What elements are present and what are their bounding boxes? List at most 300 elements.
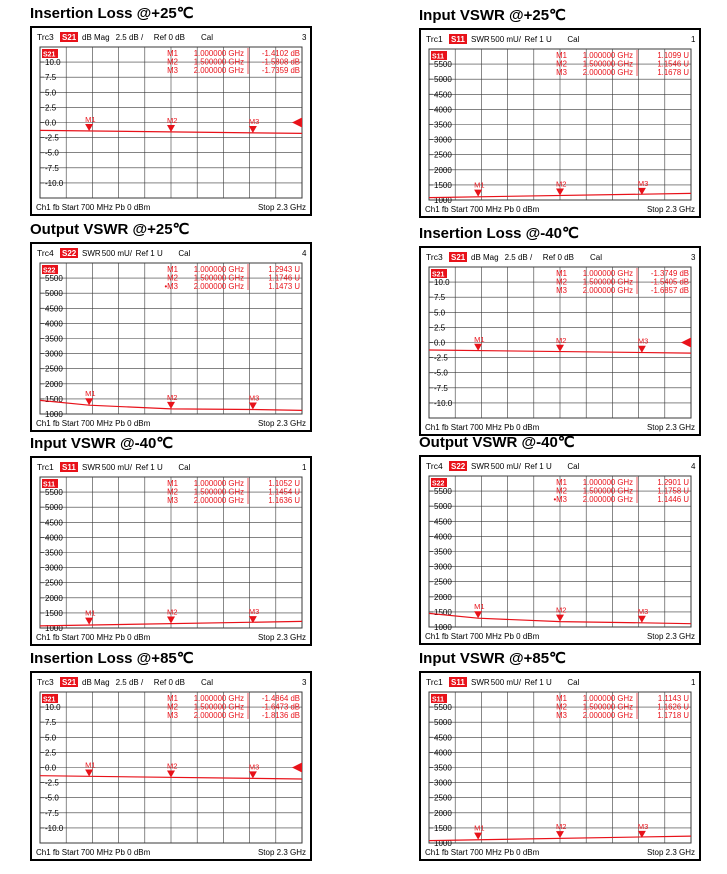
cal-label: Cal — [201, 33, 214, 42]
y-tick-label: 7.5 — [434, 293, 446, 303]
analyzer-screen-1 — [30, 26, 312, 216]
y-tick-label: 5000 — [45, 289, 63, 299]
format-label: dB Mag — [82, 678, 110, 687]
y-tick-label: 5.0 — [45, 733, 57, 743]
marker-label: M1 — [474, 602, 485, 612]
marker-readout-id: M2 — [556, 59, 567, 69]
y-tick-label: 4000 — [434, 532, 452, 542]
y-tick-label: 1500 — [434, 823, 452, 833]
marker-readout-value: 1.1746 U — [268, 273, 300, 283]
y-tick-label: 5500 — [434, 60, 452, 70]
ref-label: Ref 1 U — [524, 35, 552, 44]
footer-start: Ch1 fb Start 700 MHz Pb 0 dBm — [36, 203, 151, 212]
marker-readout-id: M1 — [167, 479, 178, 488]
marker-readout-id: M2 — [167, 702, 178, 712]
marker-readout-id: M1 — [556, 478, 567, 487]
trace-label: Trc4 — [37, 248, 54, 258]
channel-number: 1 — [691, 678, 696, 687]
y-tick-label: 2500 — [434, 577, 452, 587]
footer-start: Ch1 fb Start 700 MHz Pb 0 dBm — [425, 423, 540, 432]
marker-label: M2 — [556, 822, 567, 832]
y-tick-label: 1000 — [45, 410, 63, 419]
scale-label: 2.5 dB / — [115, 678, 144, 687]
channel-number: 1 — [302, 463, 307, 472]
marker-readout-id: M3 — [556, 68, 567, 77]
chart-svg — [421, 457, 699, 643]
marker-readout-value: -1.4864 dB — [261, 694, 300, 703]
footer-start: Ch1 fb Start 700 MHz Pb 0 dBm — [425, 632, 540, 641]
footer-stop: Stop 2.3 GHz — [257, 633, 306, 642]
marker-readout-value: 1.1678 U — [657, 68, 689, 77]
trace-tag-label: S22 — [43, 267, 56, 275]
y-tick-label: 1500 — [45, 394, 63, 404]
y-tick-label: 4500 — [434, 733, 452, 743]
marker-readout-value: -1.7359 dB — [261, 66, 300, 75]
footer-stop: Stop 2.3 GHz — [257, 419, 306, 428]
footer-stop: Stop 2.3 GHz — [257, 848, 306, 857]
y-tick-label: 5500 — [45, 274, 63, 284]
footer-stop: Stop 2.3 GHz — [646, 205, 695, 214]
y-tick-label: -10.0 — [434, 398, 453, 408]
param-label: S21 — [62, 33, 77, 42]
y-tick-label: 2000 — [45, 379, 63, 389]
marker-readout-value: 1.1758 U — [657, 486, 689, 496]
y-tick-label: 10.0 — [45, 58, 61, 68]
y-tick-label: 3500 — [434, 763, 452, 773]
marker-readout-freq: 1.000000 GHz — [582, 694, 633, 703]
y-tick-label: -10.0 — [45, 178, 64, 188]
y-tick-label: -7.5 — [45, 163, 59, 173]
y-tick-label: 2.5 — [45, 103, 57, 113]
y-tick-label: -2.5 — [45, 133, 59, 143]
marker-readout-value: 1.1626 U — [657, 702, 689, 712]
chart-svg — [32, 244, 310, 430]
analyzer-screen-8 — [419, 671, 701, 861]
analyzer-screen-5 — [30, 456, 312, 646]
marker-readout-freq: 1.000000 GHz — [193, 265, 244, 274]
marker-triangle — [556, 615, 564, 622]
marker-label: M2 — [167, 392, 178, 402]
marker-readout-id: M3 — [167, 496, 178, 505]
panel-heading-7: Insertion Loss @+85℃ — [30, 650, 194, 667]
marker-readout-id: M2 — [556, 486, 567, 496]
marker-readout-value: 1.1636 U — [268, 496, 300, 505]
ref-label: Ref 1 U — [135, 463, 163, 472]
y-tick-label: 2000 — [434, 808, 452, 818]
y-tick-label: 4500 — [45, 518, 63, 528]
param-label: S22 — [62, 249, 77, 258]
format-label: SWR — [82, 463, 101, 472]
marker-triangle — [556, 831, 564, 838]
marker-readout-id: M3 — [556, 711, 567, 720]
marker-label: M3 — [248, 393, 260, 403]
y-tick-label: 3500 — [434, 547, 452, 557]
ref-level-arrow — [292, 763, 302, 773]
y-tick-label: 4000 — [434, 105, 452, 115]
y-tick-label: 2.5 — [434, 323, 446, 333]
y-tick-label: -5.0 — [45, 148, 59, 158]
marker-readout-value: 1.1546 U — [657, 59, 689, 69]
y-tick-label: 2500 — [45, 364, 63, 374]
panel-heading-3: Output VSWR @+25℃ — [30, 221, 190, 238]
trace-label: Trc3 — [426, 252, 443, 262]
marker-readout-value: -1.5405 dB — [650, 277, 689, 287]
marker-label: M3 — [248, 607, 260, 617]
panel-heading-4: Insertion Loss @-40℃ — [419, 225, 579, 242]
marker-readout-value: 1.1099 U — [657, 51, 689, 60]
marker-label: M2 — [556, 179, 567, 189]
y-tick-label: 2000 — [434, 592, 452, 602]
marker-readout-freq: 1.500000 GHz — [582, 702, 633, 712]
format-label: SWR — [471, 678, 490, 687]
scale-label: 2.5 dB / — [504, 253, 533, 262]
chart-svg — [32, 28, 310, 214]
marker-readout-freq: 1.500000 GHz — [193, 273, 244, 283]
marker-triangle — [249, 402, 257, 409]
scale-label: 500 mU/ — [101, 249, 133, 258]
panel-heading-1: Insertion Loss @+25℃ — [30, 5, 194, 22]
footer-stop: Stop 2.3 GHz — [646, 848, 695, 857]
marker-readout-freq: 2.000000 GHz — [193, 711, 244, 720]
marker-readout-id: M2 — [556, 277, 567, 287]
marker-readout-value: -1.6857 dB — [650, 286, 689, 295]
marker-readout-value: -1.5808 dB — [261, 57, 300, 67]
marker-readout-freq: 1.500000 GHz — [582, 277, 633, 287]
marker-readout-freq: 1.000000 GHz — [582, 478, 633, 487]
y-tick-label: 5.0 — [45, 88, 57, 98]
marker-readout-freq: 1.000000 GHz — [193, 694, 244, 703]
y-tick-label: -7.5 — [45, 808, 59, 818]
trace-label: Trc1 — [426, 34, 443, 44]
marker-label: M3 — [248, 117, 260, 127]
marker-readout-id: •M3 — [553, 495, 567, 504]
marker-triangle — [249, 771, 257, 778]
scale-label: 500 mU/ — [490, 462, 522, 471]
marker-readout-id: M2 — [167, 273, 178, 283]
marker-readout-value: 1.1454 U — [268, 487, 300, 497]
param-label: S11 — [62, 463, 76, 472]
y-tick-label: 3500 — [434, 120, 452, 130]
marker-readout-freq: 1.500000 GHz — [193, 702, 244, 712]
marker-label: M3 — [637, 821, 649, 831]
footer-start: Ch1 fb Start 700 MHz Pb 0 dBm — [36, 633, 151, 642]
marker-label: M3 — [637, 336, 649, 346]
marker-label: M2 — [556, 335, 567, 345]
marker-label: M1 — [474, 334, 485, 344]
ref-label: Ref 1 U — [524, 678, 552, 687]
marker-label: M2 — [556, 605, 567, 615]
marker-label: M1 — [85, 608, 96, 618]
marker-readout-freq: 1.000000 GHz — [193, 49, 244, 58]
channel-number: 1 — [691, 35, 696, 44]
marker-readout-value: 1.2943 U — [268, 265, 300, 274]
marker-label: M2 — [167, 761, 178, 771]
marker-triangle — [85, 769, 93, 776]
scale-label: 500 mU/ — [490, 35, 522, 44]
y-tick-label: 10.0 — [45, 703, 61, 713]
marker-readout-id: M1 — [167, 694, 178, 703]
y-tick-label: 2.5 — [45, 748, 57, 758]
marker-triangle — [556, 188, 564, 195]
y-tick-label: 3000 — [434, 778, 452, 788]
marker-triangle — [85, 124, 93, 131]
marker-readout-freq: 1.000000 GHz — [582, 269, 633, 278]
cal-label: Cal — [567, 35, 580, 44]
cal-label: Cal — [178, 463, 191, 472]
y-tick-label: 4500 — [45, 304, 63, 314]
y-tick-label: 1500 — [434, 180, 452, 190]
y-tick-label: 7.5 — [45, 718, 57, 728]
y-tick-label: -5.0 — [434, 368, 448, 378]
trace-label: Trc1 — [426, 677, 443, 687]
channel-number: 3 — [302, 33, 307, 42]
ref-label: Ref 0 dB — [153, 33, 185, 42]
marker-triangle — [249, 126, 257, 133]
marker-triangle — [474, 833, 482, 840]
cal-label: Cal — [567, 462, 580, 471]
marker-triangle — [167, 770, 175, 777]
channel-number: 4 — [302, 249, 307, 258]
footer-start: Ch1 fb Start 700 MHz Pb 0 dBm — [36, 848, 151, 857]
marker-triangle — [474, 611, 482, 618]
marker-readout-id: M3 — [556, 286, 567, 295]
marker-readout-value: -1.4102 dB — [261, 49, 300, 58]
y-tick-label: 5500 — [45, 488, 63, 498]
marker-readout-id: M3 — [167, 66, 178, 75]
format-label: SWR — [82, 249, 101, 258]
y-tick-label: 3000 — [45, 349, 63, 359]
ref-label: Ref 1 U — [524, 462, 552, 471]
param-label: S11 — [451, 35, 465, 44]
y-tick-label: 5.0 — [434, 308, 446, 318]
y-tick-label: -5.0 — [45, 793, 59, 803]
y-tick-label: 1000 — [434, 839, 452, 848]
y-tick-label: 5000 — [434, 75, 452, 85]
footer-stop: Stop 2.3 GHz — [646, 423, 695, 432]
y-tick-label: 4000 — [45, 533, 63, 543]
marker-readout-freq: 1.500000 GHz — [193, 487, 244, 497]
marker-readout-id: M2 — [556, 702, 567, 712]
y-tick-label: 2000 — [434, 165, 452, 175]
marker-readout-freq: 2.000000 GHz — [582, 68, 633, 77]
ref-label: Ref 0 dB — [153, 678, 185, 687]
chart-svg — [32, 458, 310, 644]
trace-tag-label: S11 — [43, 481, 56, 489]
marker-triangle — [638, 346, 646, 353]
chart-svg — [421, 30, 699, 216]
scale-label: 500 mU/ — [101, 463, 133, 472]
chart-svg — [32, 673, 310, 859]
ref-level-arrow — [292, 118, 302, 128]
ref-label: Ref 1 U — [135, 249, 163, 258]
marker-readout-freq: 1.000000 GHz — [193, 479, 244, 488]
y-tick-label: 5000 — [434, 502, 452, 512]
y-tick-label: 10.0 — [434, 278, 450, 288]
footer-start: Ch1 fb Start 700 MHz Pb 0 dBm — [425, 848, 540, 857]
y-tick-label: 3000 — [45, 563, 63, 573]
marker-triangle — [474, 190, 482, 197]
marker-readout-value: -1.6473 dB — [261, 702, 300, 712]
param-label: S21 — [62, 678, 77, 687]
marker-triangle — [474, 344, 482, 351]
marker-triangle — [167, 616, 175, 623]
channel-number: 4 — [691, 462, 696, 471]
y-tick-label: 0.0 — [45, 763, 57, 773]
marker-readout-value: 1.2901 U — [657, 478, 689, 487]
marker-readout-value: 1.1052 U — [268, 479, 300, 488]
y-tick-label: 3500 — [45, 334, 63, 344]
y-tick-label: 1000 — [434, 623, 452, 632]
y-tick-label: 4500 — [434, 90, 452, 100]
analyzer-screen-2 — [419, 28, 701, 218]
panel-heading-8: Input VSWR @+85℃ — [419, 650, 566, 667]
trace-tag-label: S11 — [432, 53, 445, 61]
y-tick-label: 4000 — [434, 748, 452, 758]
chart-svg — [421, 248, 699, 434]
channel-number: 3 — [302, 678, 307, 687]
cal-label: Cal — [567, 678, 580, 687]
format-label: SWR — [471, 35, 490, 44]
analyzer-screen-6 — [419, 455, 701, 645]
analyzer-screen-3 — [30, 242, 312, 432]
trace-label: Trc3 — [37, 32, 54, 42]
marker-label: M1 — [474, 180, 485, 190]
y-tick-label: 1000 — [45, 624, 63, 633]
marker-readout-id: M2 — [167, 487, 178, 497]
format-label: dB Mag — [82, 33, 110, 42]
analyzer-screen-7 — [30, 671, 312, 861]
chart-svg — [421, 673, 699, 859]
trace-tag-label: S22 — [432, 480, 445, 488]
marker-readout-freq: 1.500000 GHz — [582, 486, 633, 496]
y-tick-label: 2500 — [45, 578, 63, 588]
marker-readout-freq: 1.500000 GHz — [582, 59, 633, 69]
y-tick-label: 4000 — [45, 319, 63, 329]
cal-label: Cal — [178, 249, 191, 258]
marker-label: M1 — [85, 760, 96, 770]
marker-label: M3 — [248, 762, 260, 772]
marker-triangle — [85, 618, 93, 625]
y-tick-label: 1500 — [434, 607, 452, 617]
y-tick-label: 5000 — [45, 503, 63, 513]
y-tick-label: 3000 — [434, 562, 452, 572]
cal-label: Cal — [201, 678, 214, 687]
panel-heading-2: Input VSWR @+25℃ — [419, 7, 566, 24]
format-label: SWR — [471, 462, 490, 471]
marker-readout-freq: 2.000000 GHz — [193, 66, 244, 75]
y-tick-label: -2.5 — [45, 778, 59, 788]
y-tick-label: 2500 — [434, 150, 452, 160]
cal-label: Cal — [590, 253, 603, 262]
ref-label: Ref 0 dB — [542, 253, 574, 262]
marker-label: M2 — [167, 116, 178, 126]
ref-level-arrow — [681, 338, 691, 348]
marker-readout-freq: 2.000000 GHz — [193, 282, 244, 291]
marker-readout-id: M2 — [167, 57, 178, 67]
y-tick-label: 1500 — [45, 608, 63, 618]
trace-label: Trc3 — [37, 677, 54, 687]
marker-label: M2 — [167, 607, 178, 617]
y-tick-label: 4500 — [434, 517, 452, 527]
marker-readout-id: M3 — [167, 711, 178, 720]
marker-readout-value: -1.3749 dB — [650, 269, 689, 278]
marker-readout-value: 1.1446 U — [657, 495, 689, 504]
marker-readout-freq: 1.500000 GHz — [193, 57, 244, 67]
marker-label: M1 — [474, 823, 485, 833]
footer-start: Ch1 fb Start 700 MHz Pb 0 dBm — [36, 419, 151, 428]
marker-readout-value: 1.1143 U — [657, 694, 689, 703]
trace-label: Trc4 — [426, 461, 443, 471]
marker-label: M3 — [637, 178, 649, 188]
trace-label: Trc1 — [37, 462, 54, 472]
footer-start: Ch1 fb Start 700 MHz Pb 0 dBm — [425, 205, 540, 214]
y-tick-label: 3500 — [45, 548, 63, 558]
y-tick-label: 2500 — [434, 793, 452, 803]
marker-readout-id: M1 — [167, 49, 178, 58]
param-label: S22 — [451, 462, 466, 471]
marker-triangle — [167, 125, 175, 132]
trace-tag-label: S21 — [432, 271, 445, 279]
y-tick-label: 5000 — [434, 718, 452, 728]
panel-heading-6: Output VSWR @-40℃ — [419, 434, 575, 451]
y-tick-label: 7.5 — [45, 73, 57, 83]
y-tick-label: -7.5 — [434, 383, 448, 393]
marker-readout-value: 1.1718 U — [657, 711, 689, 720]
marker-readout-id: M1 — [556, 694, 567, 703]
y-tick-label: 5500 — [434, 487, 452, 497]
marker-readout-value: 1.1473 U — [268, 282, 300, 291]
marker-readout-freq: 2.000000 GHz — [193, 496, 244, 505]
marker-readout-id: M1 — [167, 265, 178, 274]
footer-stop: Stop 2.3 GHz — [257, 203, 306, 212]
marker-label: M1 — [85, 389, 96, 399]
marker-label: M1 — [85, 115, 96, 125]
marker-triangle — [556, 345, 564, 352]
marker-readout-value: -1.8136 dB — [261, 711, 300, 720]
y-tick-label: 3000 — [434, 135, 452, 145]
channel-number: 3 — [691, 253, 696, 262]
y-tick-label: 5500 — [434, 703, 452, 713]
marker-readout-freq: 2.000000 GHz — [582, 711, 633, 720]
footer-stop: Stop 2.3 GHz — [646, 632, 695, 641]
marker-readout-id: M1 — [556, 51, 567, 60]
trace-tag-label: S21 — [43, 51, 56, 59]
marker-triangle — [638, 616, 646, 623]
y-tick-label: 2000 — [45, 593, 63, 603]
analyzer-screen-4 — [419, 246, 701, 436]
param-label: S21 — [451, 253, 466, 262]
marker-label: M3 — [637, 606, 649, 616]
y-tick-label: 1000 — [434, 196, 452, 205]
marker-readout-freq: 2.000000 GHz — [582, 495, 633, 504]
trace-tag-label: S21 — [43, 696, 56, 704]
y-tick-label: 0.0 — [45, 118, 57, 128]
marker-readout-id: •M3 — [164, 282, 178, 291]
marker-triangle — [167, 402, 175, 409]
format-label: dB Mag — [471, 253, 499, 262]
scale-label: 2.5 dB / — [115, 33, 144, 42]
scale-label: 500 mU/ — [490, 678, 522, 687]
y-tick-label: 0.0 — [434, 338, 446, 348]
marker-readout-freq: 1.000000 GHz — [582, 51, 633, 60]
trace-tag-label: S11 — [432, 696, 445, 704]
y-tick-label: -2.5 — [434, 353, 448, 363]
marker-triangle — [85, 398, 93, 405]
param-label: S11 — [451, 678, 465, 687]
y-tick-label: -10.0 — [45, 823, 64, 833]
marker-readout-id: M1 — [556, 269, 567, 278]
marker-readout-freq: 2.000000 GHz — [582, 286, 633, 295]
